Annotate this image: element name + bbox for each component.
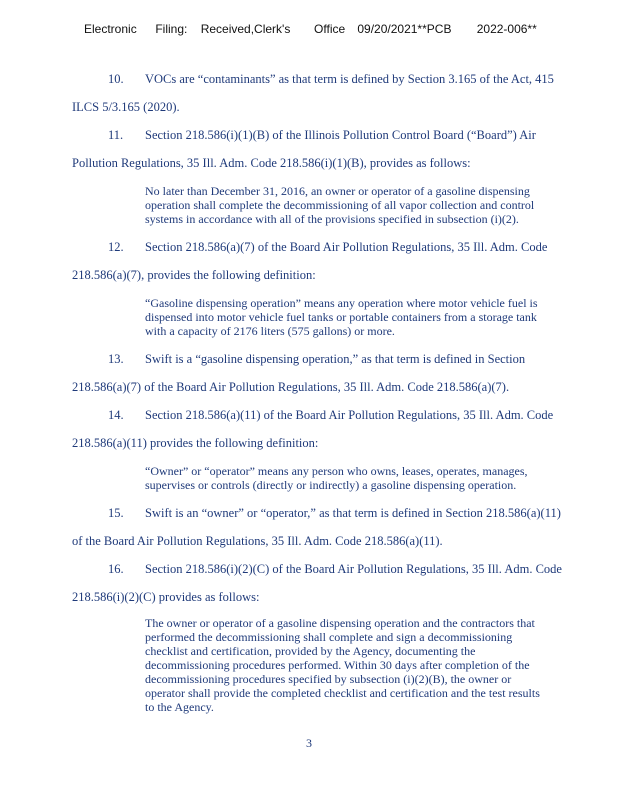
paragraph-10-text: VOCs are “contaminants” as that term is defined by Section 3.165 of the Act, 415 <box>145 72 554 86</box>
paragraph-12-number: 12. <box>108 240 124 254</box>
block-quote-14 <box>145 464 595 492</box>
quote-line: checklist and certification, provided by the Agency, documenting the <box>145 644 476 658</box>
paragraph-15-text: Swift is an “owner” or “operator,” as that term is defined in Section 218.586(a)(11) <box>145 506 561 520</box>
block-quote-12 <box>145 296 595 338</box>
paragraph-16-number: 16. <box>108 562 124 576</box>
paragraph-12-text: Section 218.586(a)(7) of the Board Air Pollution Regulations, 35 Ill. Adm. Code <box>145 240 548 254</box>
paragraph-13-number: 13. <box>108 352 124 366</box>
header-electronic: Electronic <box>84 22 137 36</box>
paragraph-13-line1 <box>108 352 525 367</box>
quote-line: performed the decommissioning shall complete and sign a decommissioning <box>145 630 513 644</box>
paragraph-13-text: Swift is a “gasoline dispensing operation,” as that term is defined in Section <box>145 352 526 366</box>
paragraph-14-number: 14. <box>108 408 124 422</box>
paragraph-12-line2: 218.586(a)(7), provides the following definition: <box>72 268 316 282</box>
page-number: 3 <box>306 736 312 750</box>
header-filing: Filing: <box>155 22 188 36</box>
block-quote-16 <box>145 616 595 714</box>
paragraph-14-text: Section 218.586(a)(11) of the Board Air Pollution Regulations, 35 Ill. Adm. Code <box>145 408 554 422</box>
filing-header <box>84 22 604 36</box>
quote-line: decommissioning procedures specified by subsection (i)(2)(B), the owner or <box>145 672 512 686</box>
paragraph-11-text: Section 218.586(i)(1)(B) of the Illinois Pollution Control Board (“Board”) Air <box>145 128 536 142</box>
quote-line: operation shall complete the decommissioning of all vapor collection and control <box>145 198 535 212</box>
paragraph-10-line1 <box>108 72 554 87</box>
paragraph-12-line1 <box>108 240 547 255</box>
paragraph-16-line1 <box>108 562 562 577</box>
quote-line: to the Agency. <box>145 700 214 714</box>
quote-line: with a capacity of 2176 liters (575 gallons) or more. <box>145 324 395 338</box>
header-received: Received,Clerk's <box>200 22 291 36</box>
paragraph-15-line2: of the Board Air Pollution Regulations, 35 Ill. Adm. Code 218.586(a)(11). <box>72 534 443 548</box>
quote-line: dispensed into motor vehicle fuel tanks or portable containers from a storage tank <box>145 310 537 324</box>
quote-line: supervises or controls (directly or indirectly) a gasoline dispensing operation. <box>145 478 517 492</box>
quote-line: “Gasoline dispensing operation” means any operation where motor vehicle fuel is <box>145 296 538 310</box>
quote-line: systems in accordance with all of the provisions specified in subsection (i)(2). <box>145 212 519 226</box>
paragraph-11-line2: Pollution Regulations, 35 Ill. Adm. Code 218.586(i)(1)(B), provides as follows: <box>72 156 471 170</box>
quote-line: The owner or operator of a gasoline dispensing operation and the contractors that <box>145 616 535 630</box>
quote-line: operator shall provide the completed checklist and certification and the test results <box>145 686 540 700</box>
paragraph-15-line1 <box>108 506 561 521</box>
header-office: Office <box>314 22 346 36</box>
quote-line: “Owner” or “operator” means any person who owns, leases, operates, manages, <box>145 464 528 478</box>
paragraph-10-number: 10. <box>108 72 124 86</box>
header-docket: 2022-006** <box>476 22 537 36</box>
paragraph-16-text: Section 218.586(i)(2)(C) of the Board Air Pollution Regulations, 35 Ill. Adm. Code <box>145 562 562 576</box>
paragraph-14-line1 <box>108 408 553 423</box>
paragraph-11-number: 11. <box>108 128 124 142</box>
paragraph-13-line2: 218.586(a)(7) of the Board Air Pollution Regulations, 35 Ill. Adm. Code 218.586(a)(7). <box>72 380 510 394</box>
paragraph-16-line2: 218.586(i)(2)(C) provides as follows: <box>72 590 260 604</box>
paragraph-11-line1 <box>108 128 536 143</box>
paragraph-14-line2: 218.586(a)(11) provides the following definition: <box>72 436 319 450</box>
paragraph-10-line2: ILCS 5/3.165 (2020). <box>72 100 180 114</box>
paragraph-15-number: 15. <box>108 506 124 520</box>
quote-line: No later than December 31, 2016, an owner or operator of a gasoline dispensing <box>145 184 530 198</box>
block-quote-11 <box>145 184 595 226</box>
header-date: 09/20/2021**PCB <box>357 22 452 36</box>
quote-line: decommissioning procedures performed. Within 30 days after completion of the <box>145 658 530 672</box>
